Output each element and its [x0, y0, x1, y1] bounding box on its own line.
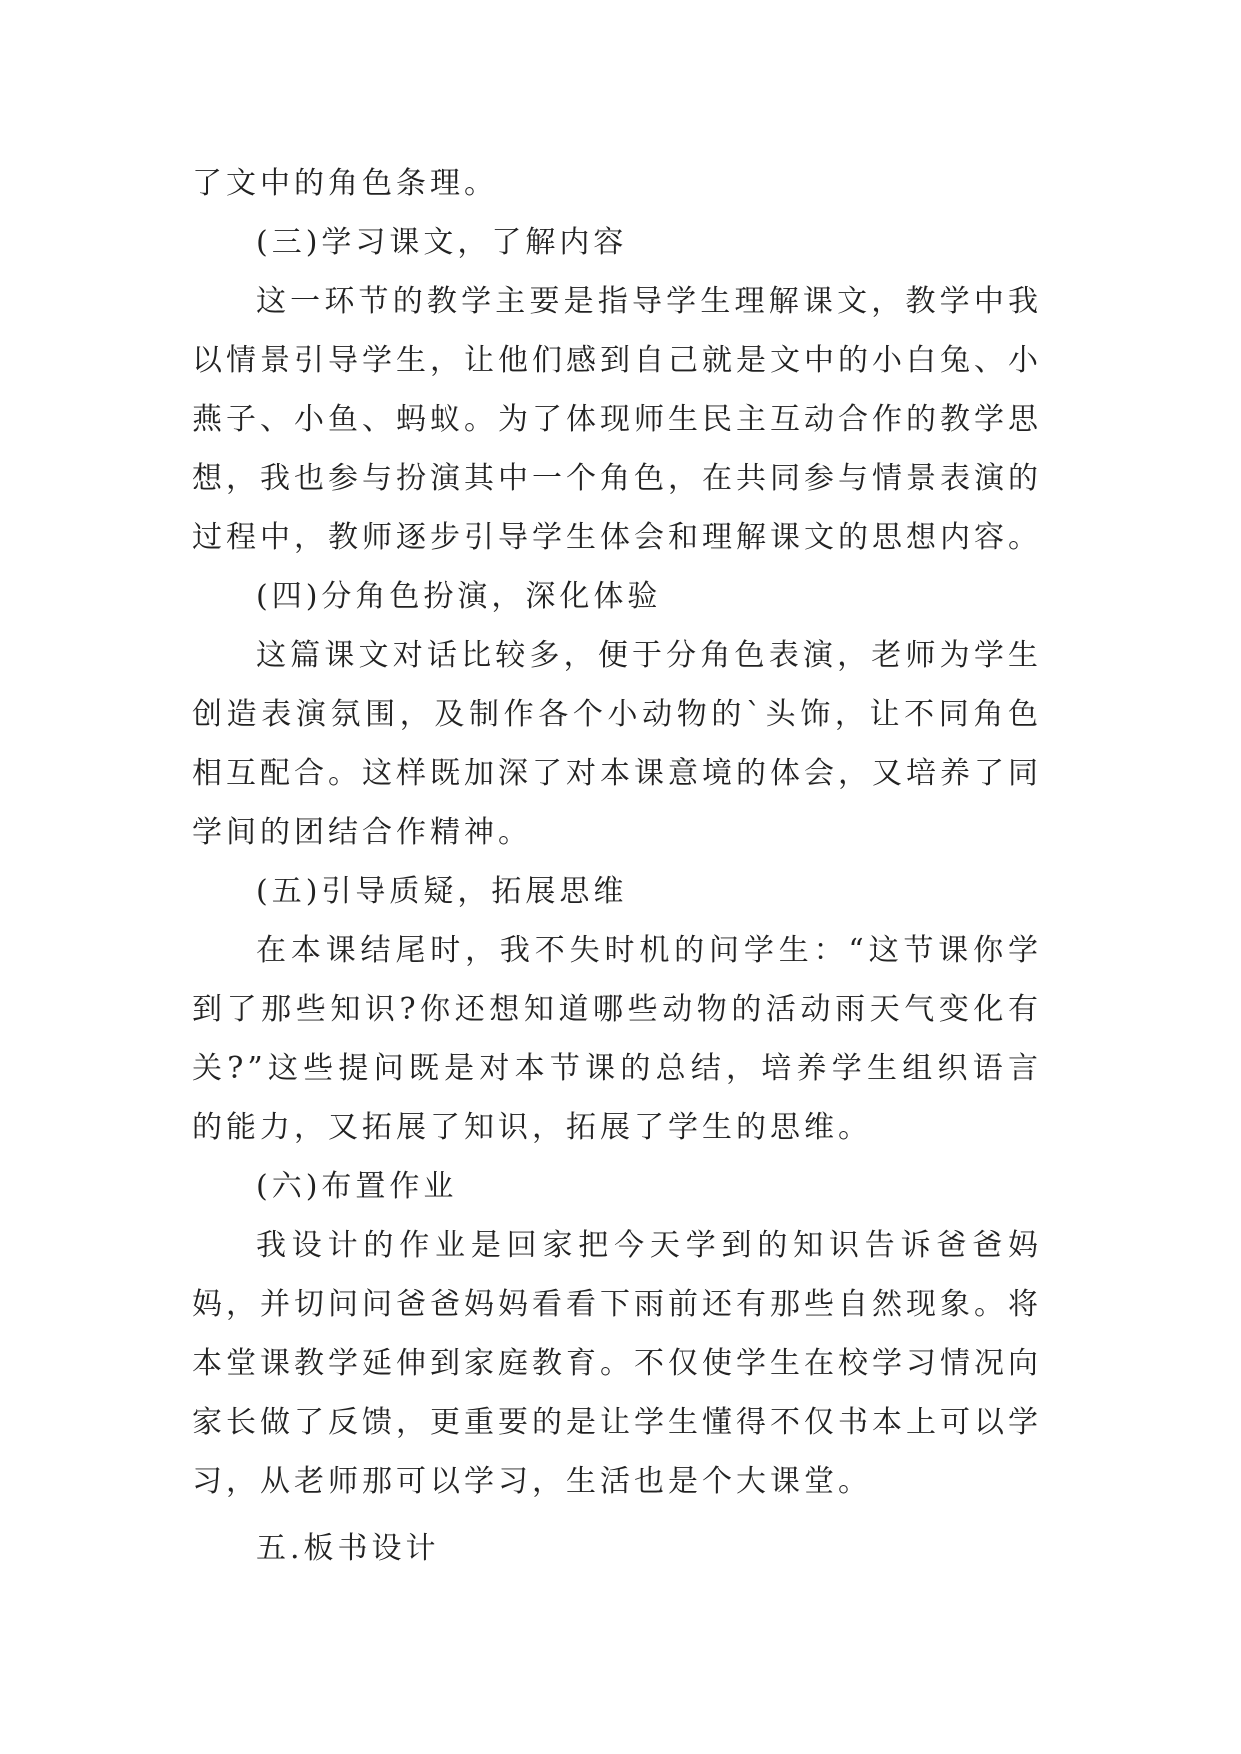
heading-role-play: (四)分角色扮演，深化体验 [256, 579, 662, 614]
document-page [192, 154, 1042, 1578]
heading-questioning: (五)引导质疑，拓展思维 [256, 874, 628, 909]
paragraph-learn-text: 这一环节的教学主要是指导学生理解课文，教学中我以情景引导学生，让他们感到自己就是文中的小白兔、小燕子、小鱼、蚂蚁。为了体现师生民主互动合作的教学思想，我也参与扮演其中一个角色，在共同参与情景表演的过程中，教师逐步引导学生体会和理解课文的思想内容。 [192, 284, 1042, 555]
paragraph-continued: 了文中的角色条理。 [192, 166, 498, 201]
paragraph-questioning: 在本课结尾时，我不失时机的问学生：“这节课你学到了那些知识?你还想知道哪些动物的活动雨天气变化有关?”这些提问既是对本节课的总结，培养学生组织语言的能力，又拓展了知识，拓展了学生的思维。 [192, 933, 1042, 1145]
heading-homework: (六)布置作业 [256, 1169, 458, 1204]
paragraph-homework: 我设计的作业是回家把今天学到的知识告诉爸爸妈妈，并切问问爸爸妈妈看看下雨前还有那些自然现象。将本堂课教学延伸到家庭教育。不仅使学生在校学习情况向家长做了反馈，更重要的是让学生懂得不仅书本上可以学习，从老师那可以学习，生活也是个大课堂。 [192, 1228, 1042, 1499]
section-heading-board-design: 五.板书设计 [256, 1531, 440, 1566]
heading-learn-text: (三)学习课文，了解内容 [256, 225, 628, 260]
paragraph-role-play: 这篇课文对话比较多，便于分角色表演，老师为学生创造表演氛围，及制作各个小动物的`头饰，让不同角色相互配合。这样既加深了对本课意境的体会，又培养了同学间的团结合作精神。 [192, 638, 1042, 850]
